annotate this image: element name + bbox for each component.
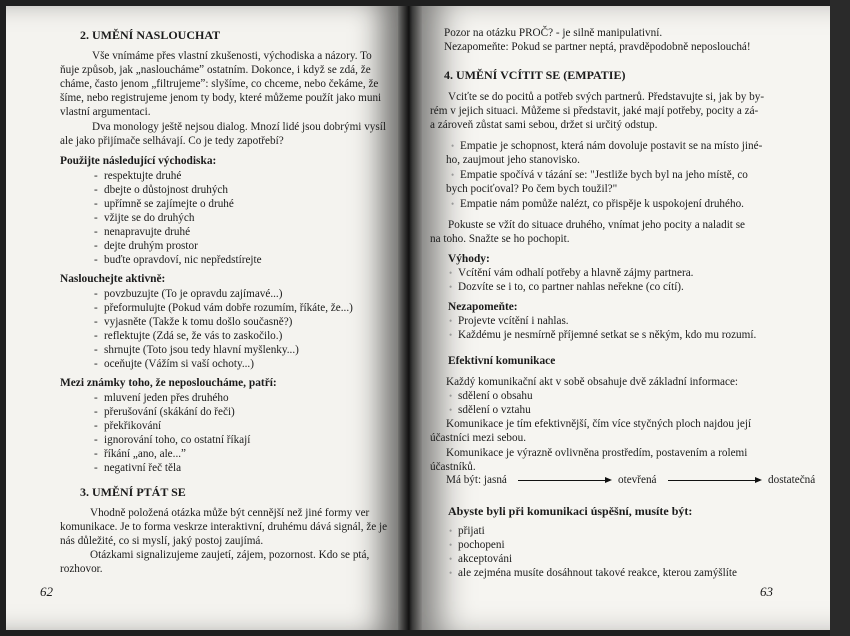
subheading-remember: Nezapomeňte: xyxy=(448,301,518,313)
left-page xyxy=(6,6,410,630)
bullet-item: • Projevte vcítění i nahlas. xyxy=(458,314,569,328)
paragraph-line: ho, zaujmout jeho stanovisko. xyxy=(446,154,580,166)
paragraph-line: Vciťte se do pocitů a potřeb svých partnerů. Představujte si, jak by by- xyxy=(448,91,765,103)
list-item: - nenapravujte druhé xyxy=(104,225,190,239)
bullet-item: • akceptováni xyxy=(458,552,512,566)
list-item: - buďte opravdoví, nic nepředstírejte xyxy=(104,253,262,267)
bullet-item: • sdělení o vztahu xyxy=(458,403,531,417)
arrow-right-icon xyxy=(518,480,610,481)
paragraph-line: Pokuste se vžít do situace druhého, vnímat jeho pocity a naladit se xyxy=(448,219,746,231)
paragraph-line: na toho. Snažte se ho pochopit. xyxy=(430,233,570,245)
list-item: - říkání „ano, ale...ˮ xyxy=(104,447,186,461)
paragraph-line: komunikace. Je to forma veskrze interaktivní, druhému dává signál, že je xyxy=(60,521,388,533)
list-item: - přeformulujte (Pokud vám dobře rozumím, říkáte, že...) xyxy=(104,301,353,315)
paragraph-line: bych pociťoval? Po čem bych toužil?" xyxy=(446,183,618,195)
section-heading-listening: 2. UMĚNÍ NASLOUCHAT xyxy=(80,28,221,42)
paragraph-line: Pozor na otázku PROČ? - je silně manipulativní. xyxy=(444,27,663,39)
bullet-item: • Vcítění vám odhalí potřeby a hlavně zájmy partnera. xyxy=(458,266,693,280)
paragraph-line: účastníci mezi sebou. xyxy=(430,432,526,444)
paragraph-line: Dva monology ještě nejsou dialog. Mnozí lidé jsou dobrými vysíl xyxy=(92,121,386,133)
list-item: - respektujte druhé xyxy=(104,169,181,183)
bullet-item: • Empatie je schopnost, která nám dovoluje postavit se na místo jiné- xyxy=(460,139,762,153)
section-heading-empathy: 4. UMĚNÍ VCÍTIT SE (EMPATIE) xyxy=(444,68,626,82)
arrow-right-icon xyxy=(668,480,760,481)
subheading-active: Naslouchejte aktivně: xyxy=(60,273,166,285)
list-item: - překřikování xyxy=(104,419,161,433)
paragraph-line: Každý komunikační akt v sobě obsahuje dvě základní informace: xyxy=(446,376,739,388)
scale-prefix: Má být: jasná xyxy=(446,474,507,486)
list-item: - negativní řeč těla xyxy=(104,461,181,475)
paragraph-line: rém v jejich situaci. Můžeme si představit, jaké mají potřeby, pocity a zá- xyxy=(430,105,759,117)
bullet-item: • sdělení o obsahu xyxy=(458,389,533,403)
list-item: - povzbuzujte (To je opravdu zajímavé...) xyxy=(104,287,282,301)
bullet-item: • Empatie nám pomůže nalézt, co přispěje k uspokojení druhého. xyxy=(460,197,744,211)
list-item: - přerušování (skákání do řeči) xyxy=(104,405,235,419)
paragraph-line: šíme, nebo registrujeme jenom ty body, které můžeme použít jako muni xyxy=(60,92,382,104)
paragraph-line: a zároveň zůstat sami sebou, držet si určitý odstup. xyxy=(430,119,658,131)
bullet-item: • Dozvíte se i to, co partner nahlas neřekne (co cítí). xyxy=(458,280,684,294)
paragraph-line: vlastní argumentaci. xyxy=(60,106,151,118)
paragraph-line: Nezapomeňte: Pokud se partner neptá, pravděpodobně neposlouchá! xyxy=(444,41,751,53)
scan-edge xyxy=(830,0,850,636)
subheading-success: Abyste byli při komunikaci úspěšní, musíte být: xyxy=(448,504,693,518)
scale-mid: otevřená xyxy=(618,474,657,486)
paragraph-line: Vše vnímáme přes vlastní zkušenosti, východiska a názory. To xyxy=(92,50,372,62)
list-item: - oceňujte (Vážím si vaší ochoty...) xyxy=(104,357,254,371)
list-item: - reflektujte (Zdá se, že vás to zaskočilo.) xyxy=(104,329,282,343)
book-spine-shadow xyxy=(398,6,422,630)
subheading-benefits: Výhody: xyxy=(448,253,490,265)
bullet-item: • pochopeni xyxy=(458,538,505,552)
paragraph-line: ale jako přijímače selhávají. Co je tedy zapotřebí? xyxy=(60,135,284,147)
list-item: - dbejte o důstojnost druhých xyxy=(104,183,228,197)
bullet-item: • přijati xyxy=(458,524,485,538)
right-page xyxy=(410,6,830,630)
paragraph-line: cháme, často jenom „filtrujemeˮ: slyšíme, co chceme, nebo čekáme, že xyxy=(60,78,379,90)
paragraph-line: nás důležité, co si myslí, jaký postoj zaujímá. xyxy=(60,535,264,547)
bullet-item: • Každému je nesmírně příjemné setkat se s někým, kdo mu rozumí. xyxy=(458,328,756,342)
page-number-right: 63 xyxy=(760,584,773,599)
list-item: - ignorování toho, co ostatní říkají xyxy=(104,433,250,447)
subheading-signs: Mezi známky toho, že neposloucháme, patří: xyxy=(60,377,277,389)
list-item: - mluvení jeden přes druhého xyxy=(104,391,229,405)
list-item: - dejte druhým prostor xyxy=(104,239,198,253)
subheading-use: Použijte následující východiska: xyxy=(60,155,217,167)
list-item: - vžijte se do druhých xyxy=(104,211,194,225)
section-heading-asking: 3. UMĚNÍ PTÁT SE xyxy=(80,485,186,499)
paragraph-line: účastníků. xyxy=(430,461,476,473)
bullet-item: • ale zejména musíte dosáhnout takové reakce, kterou zamýšlíte xyxy=(458,566,737,580)
scale-end: dostatečná xyxy=(768,474,816,486)
list-item: - shrnujte (Toto jsou tedy hlavní myšlenky...) xyxy=(104,343,299,357)
section-heading-effective: Efektivní komunikace xyxy=(448,355,556,367)
list-item: - vyjasněte (Takže k tomu došlo současně?) xyxy=(104,315,292,329)
paragraph-line: Komunikace je výrazně ovlivněna prostředím, postavením a rolemi xyxy=(446,447,748,459)
page-number-left: 62 xyxy=(40,584,53,599)
paragraph-line: rozhovor. xyxy=(60,563,103,575)
paragraph-line: Vhodně položená otázka může být cennější než jiné formy ver xyxy=(90,507,370,519)
bullet-item: • Empatie spočívá v tázání se: "Jestliže bych byl na jeho místě, co xyxy=(460,168,748,182)
paragraph-line: Komunikace je tím efektivnější, čím více styčných ploch najdou její xyxy=(446,418,752,430)
paragraph-line: ňuje způsob, jak „naslouchámeˮ ostatním. Dokonce, i když se zdá, že xyxy=(60,64,371,76)
paragraph-line: Otázkami signalizujeme zaujetí, zájem, pozornost. Kdo se ptá, xyxy=(90,549,370,561)
list-item: - upřímně se zajímejte o druhé xyxy=(104,197,234,211)
